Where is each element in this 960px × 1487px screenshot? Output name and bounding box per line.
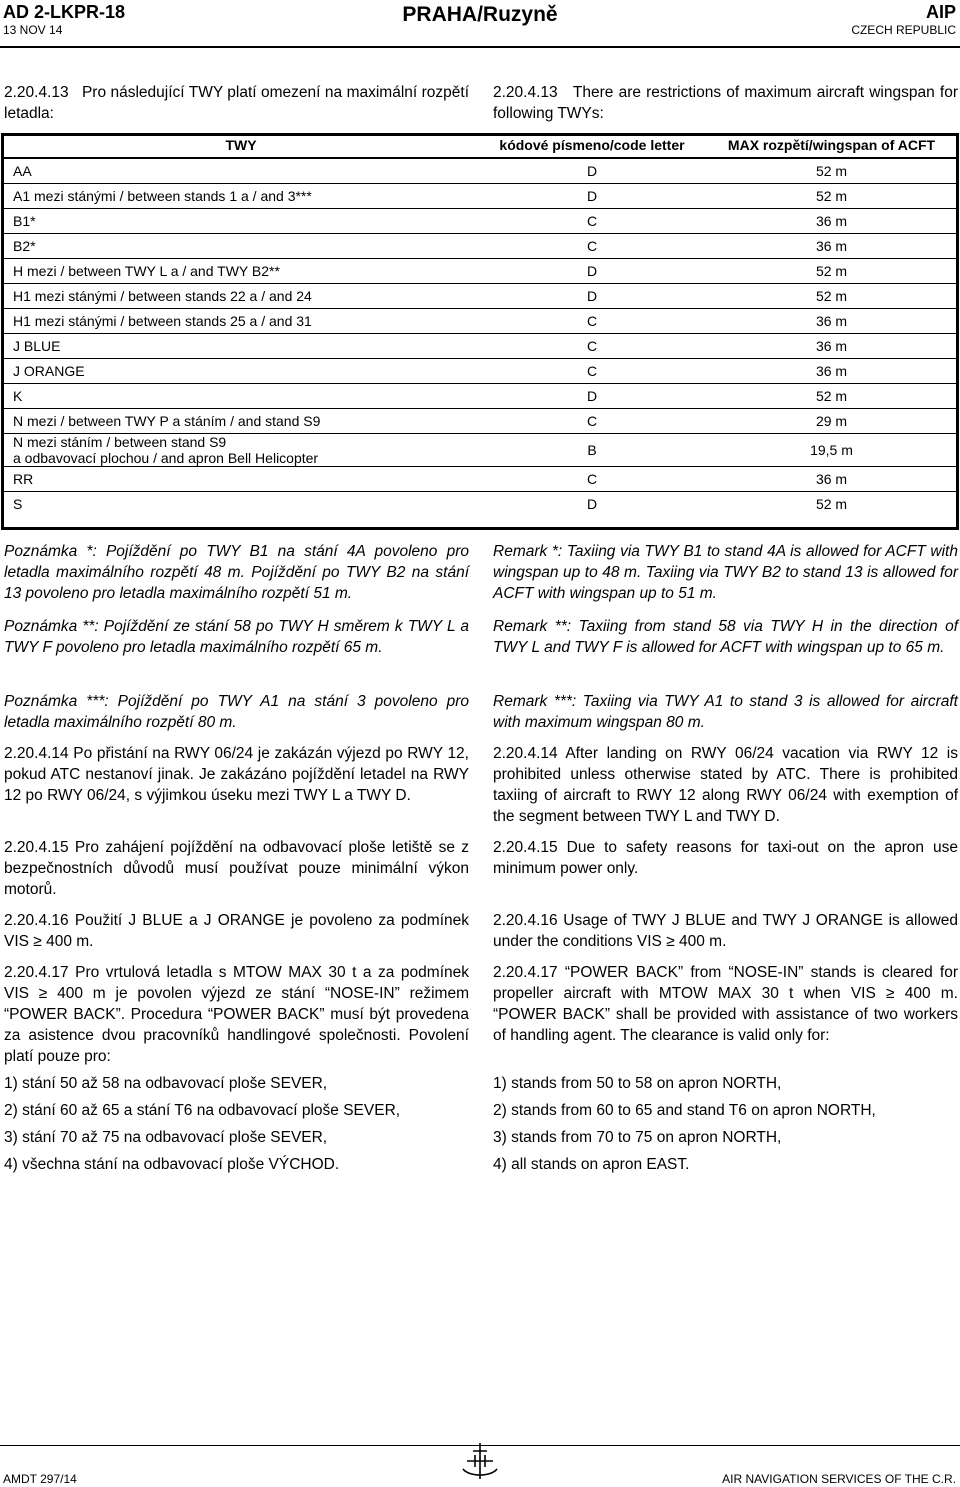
cell-twy: B1* (13, 212, 36, 229)
cell-code: C (586, 337, 598, 354)
cell-twy (3, 433, 479, 466)
cell-span: 19,5 m (810, 441, 853, 458)
aip-label: AIP (925, 2, 956, 22)
cell-span: 52 m (815, 262, 848, 279)
en-list-item-1: 1) stands from 50 to 58 on apron NORTH, (493, 1075, 782, 1092)
cell-span: 36 m (815, 470, 848, 487)
header-wingspan: MAX rozpětí/wingspan of ACFT (705, 133, 958, 158)
cz-note-3: Poznámka ***: Pojíždění po TWY A1 na stání 3 povoleno pro letadla maximálního rozpětí 80 m. (4, 693, 469, 731)
twy-wingspan-table (3, 133, 958, 516)
table-header-row (3, 133, 958, 158)
cell-span: 36 m (815, 212, 848, 229)
cell-twy: B2* (13, 237, 36, 254)
cz-list-item-3: 3) stání 70 až 75 na odbavovací ploše SEVER, (4, 1129, 328, 1146)
cell-code: D (586, 162, 598, 179)
cz-para-17: 2.20.4.17 Pro vrtulová letadla s MTOW MAX 30 t a za podmínek VIS ≥ 400 m je povolen výjezd ze stání “NOSE-IN” režimem “POWER BACK”. Procedura “POWER BACK” musí být provedena za asistence dvou pracovníků handlingové společnosti. Povolení platí pouze pro: (4, 964, 469, 1065)
en-para-15: 2.20.4.15 Due to safety reasons for taxi-out on the apron use minimum power only. (493, 839, 958, 877)
header-twy: TWY (3, 133, 479, 158)
cz-list-item-2: 2) stání 60 až 65 a stání T6 na odbavovací ploše SEVER, (4, 1102, 401, 1119)
cell-span: 36 m (815, 237, 848, 254)
cell-twy: AA (13, 162, 32, 179)
cell-twy: H1 mezi stánými / between stands 22 a / and 24 (13, 287, 312, 304)
intro-en-num: 2.20.4.13 (493, 84, 558, 101)
en-list-item-3: 3) stands from 70 to 75 on apron NORTH, (493, 1129, 782, 1146)
cell-twy-line1: N mezi stáním / between stand S9 (13, 433, 227, 450)
cell-twy: S (13, 495, 23, 512)
doc-date: 13 NOV 14 (3, 23, 63, 37)
cell-span: 52 m (815, 162, 848, 179)
intro-en-text: There are restrictions of maximum aircraft wingspan for following TWYs: (493, 84, 958, 122)
cell-code: C (586, 212, 598, 229)
country-label: CZECH REPUBLIC (851, 23, 956, 37)
cz-para-15: 2.20.4.15 Pro zahájení pojíždění na odbavovací ploše letiště se z bezpečnostních důvodů musí používat pouze minimální výkon motorů. (4, 839, 469, 898)
en-note-1: Remark *: Taxiing via TWY B1 to stand 4A is allowed for ACFT with wingspan up to 48 m. Taxiing via TWY B2 to stand 13 is allowed for ACFT with wingspan up to 51 m. (493, 543, 958, 602)
table-row (3, 466, 958, 491)
table-row (3, 308, 958, 333)
cell-span: 36 m (815, 337, 848, 354)
intro-cz (4, 82, 469, 124)
cell-code: D (586, 287, 598, 304)
intro-cz-num: 2.20.4.13 (4, 84, 69, 101)
table-row (3, 333, 958, 358)
en-note-2: Remark **: Taxiing from stand 58 via TWY H in the direction of TWY L and TWY F is allowed for ACFT with wingspan up to 65 m. (493, 618, 958, 656)
header-code-letter: kódové písmeno/code letter (479, 133, 705, 158)
cell-code: C (586, 470, 598, 487)
table-row (3, 258, 958, 283)
cell-twy: K (13, 387, 23, 404)
table-row (3, 408, 958, 433)
en-para-16: 2.20.4.16 Usage of TWY J BLUE and TWY J ORANGE is allowed under the conditions VIS ≥ 400 m. (493, 912, 958, 950)
intro-en (493, 82, 958, 124)
table-row (3, 491, 958, 516)
cell-twy: H mezi / between TWY L a / and TWY B2** (13, 262, 280, 279)
cz-para-16: 2.20.4.16 Použití J BLUE a J ORANGE je povoleno za podmínek VIS ≥ 400 m. (4, 912, 469, 950)
table-row (3, 358, 958, 383)
cell-twy: N mezi / between TWY P a stáním / and stand S9 (13, 412, 321, 429)
cell-span: 52 m (815, 187, 848, 204)
cell-code: B (587, 441, 597, 458)
en-list-item-2: 2) stands from 60 to 65 and stand T6 on apron NORTH, (493, 1102, 876, 1119)
cell-span: 36 m (815, 312, 848, 329)
table-row (3, 283, 958, 308)
intro-cz-text: Pro následující TWY platí omezení na maximální rozpětí letadla: (4, 84, 470, 122)
cell-code: D (586, 262, 598, 279)
cell-span: 29 m (815, 412, 848, 429)
cell-code: C (586, 312, 598, 329)
cell-code: C (586, 362, 598, 379)
page-footer (0, 1445, 960, 1487)
cell-twy: RR (13, 470, 34, 487)
table-row (3, 433, 958, 466)
amendment-number: AMDT 297/14 (3, 1472, 77, 1486)
publisher: AIR NAVIGATION SERVICES OF THE C.R. (722, 1472, 956, 1486)
en-list-item-4: 4) all stands on apron EAST. (493, 1156, 690, 1173)
en-para-14: 2.20.4.14 After landing on RWY 06/24 vacation via RWY 12 is prohibited unless otherwise stated by ATC. There is prohibited taxiing of aircraft to RWY 12 along RWY 06/24 with exemption of the segment between TWY L and TWY D. (493, 745, 958, 825)
cell-span: 52 m (815, 495, 848, 512)
cell-span: 36 m (815, 362, 848, 379)
cz-note-2: Poznámka **: Pojíždění ze stání 58 po TWY H směrem k TWY L a TWY F povoleno pro letadla maximálního rozpětí 65 m. (4, 618, 469, 656)
page-title: PRAHA/Ruzyně (402, 3, 558, 26)
cz-note-1: Poznámka *: Pojíždění po TWY B1 na stání 4A povoleno pro letadla maximálního rozpětí 48 m. Pojíždění po TWY B2 na stání 13 povoleno pro letadla maximálního rozpětí 51 m. (4, 543, 469, 602)
cell-twy-line2: a odbavovací plochou / and apron Bell Helicopter (13, 449, 319, 466)
cell-code: C (586, 412, 598, 429)
cell-code: C (586, 237, 598, 254)
cell-code: D (586, 495, 598, 512)
cell-twy: H1 mezi stánými / between stands 25 a / and 31 (13, 312, 312, 329)
ans-logo-icon (455, 1441, 505, 1481)
cell-span: 52 m (815, 387, 848, 404)
cell-span: 52 m (815, 287, 848, 304)
cz-list-item-1: 1) stání 50 až 58 na odbavovací ploše SEVER, (4, 1075, 328, 1092)
cz-list-item-4: 4) všechna stání na odbavovací ploše VÝCHOD. (4, 1156, 340, 1173)
table-row (3, 158, 958, 183)
table-row (3, 208, 958, 233)
cell-code: D (586, 387, 598, 404)
cell-twy: J BLUE (13, 337, 61, 354)
table-row (3, 383, 958, 408)
cz-para-14: 2.20.4.14 Po přistání na RWY 06/24 je zakázán výjezd po RWY 12, pokud ATC nestanoví jinak. Je zakázáno pojíždění letadel na RWY 12 po RWY 06/24, s výjimkou úseku mezi TWY L a TWY D. (4, 745, 469, 804)
en-note-3: Remark ***: Taxiing via TWY A1 to stand 3 is allowed for aircraft with maximum wingspan 80 m. (493, 693, 958, 731)
table-row (3, 183, 958, 208)
header-right (851, 2, 956, 38)
page-header (0, 0, 960, 48)
cell-twy: J ORANGE (13, 362, 85, 379)
cell-code: D (586, 187, 598, 204)
table-row (3, 233, 958, 258)
cell-twy: A1 mezi stánými / between stands 1 a / and 3*** (13, 187, 312, 204)
en-para-17: 2.20.4.17 “POWER BACK” from “NOSE-IN” stands is cleared for propeller aircraft with MTOW MAX 30 t when VIS ≥ 400 m. “POWER BACK” shall be provided with assistance of two workers of handling agent. The clearance is valid only for: (493, 964, 958, 1044)
doc-code: AD 2-LKPR-18 (3, 2, 126, 22)
